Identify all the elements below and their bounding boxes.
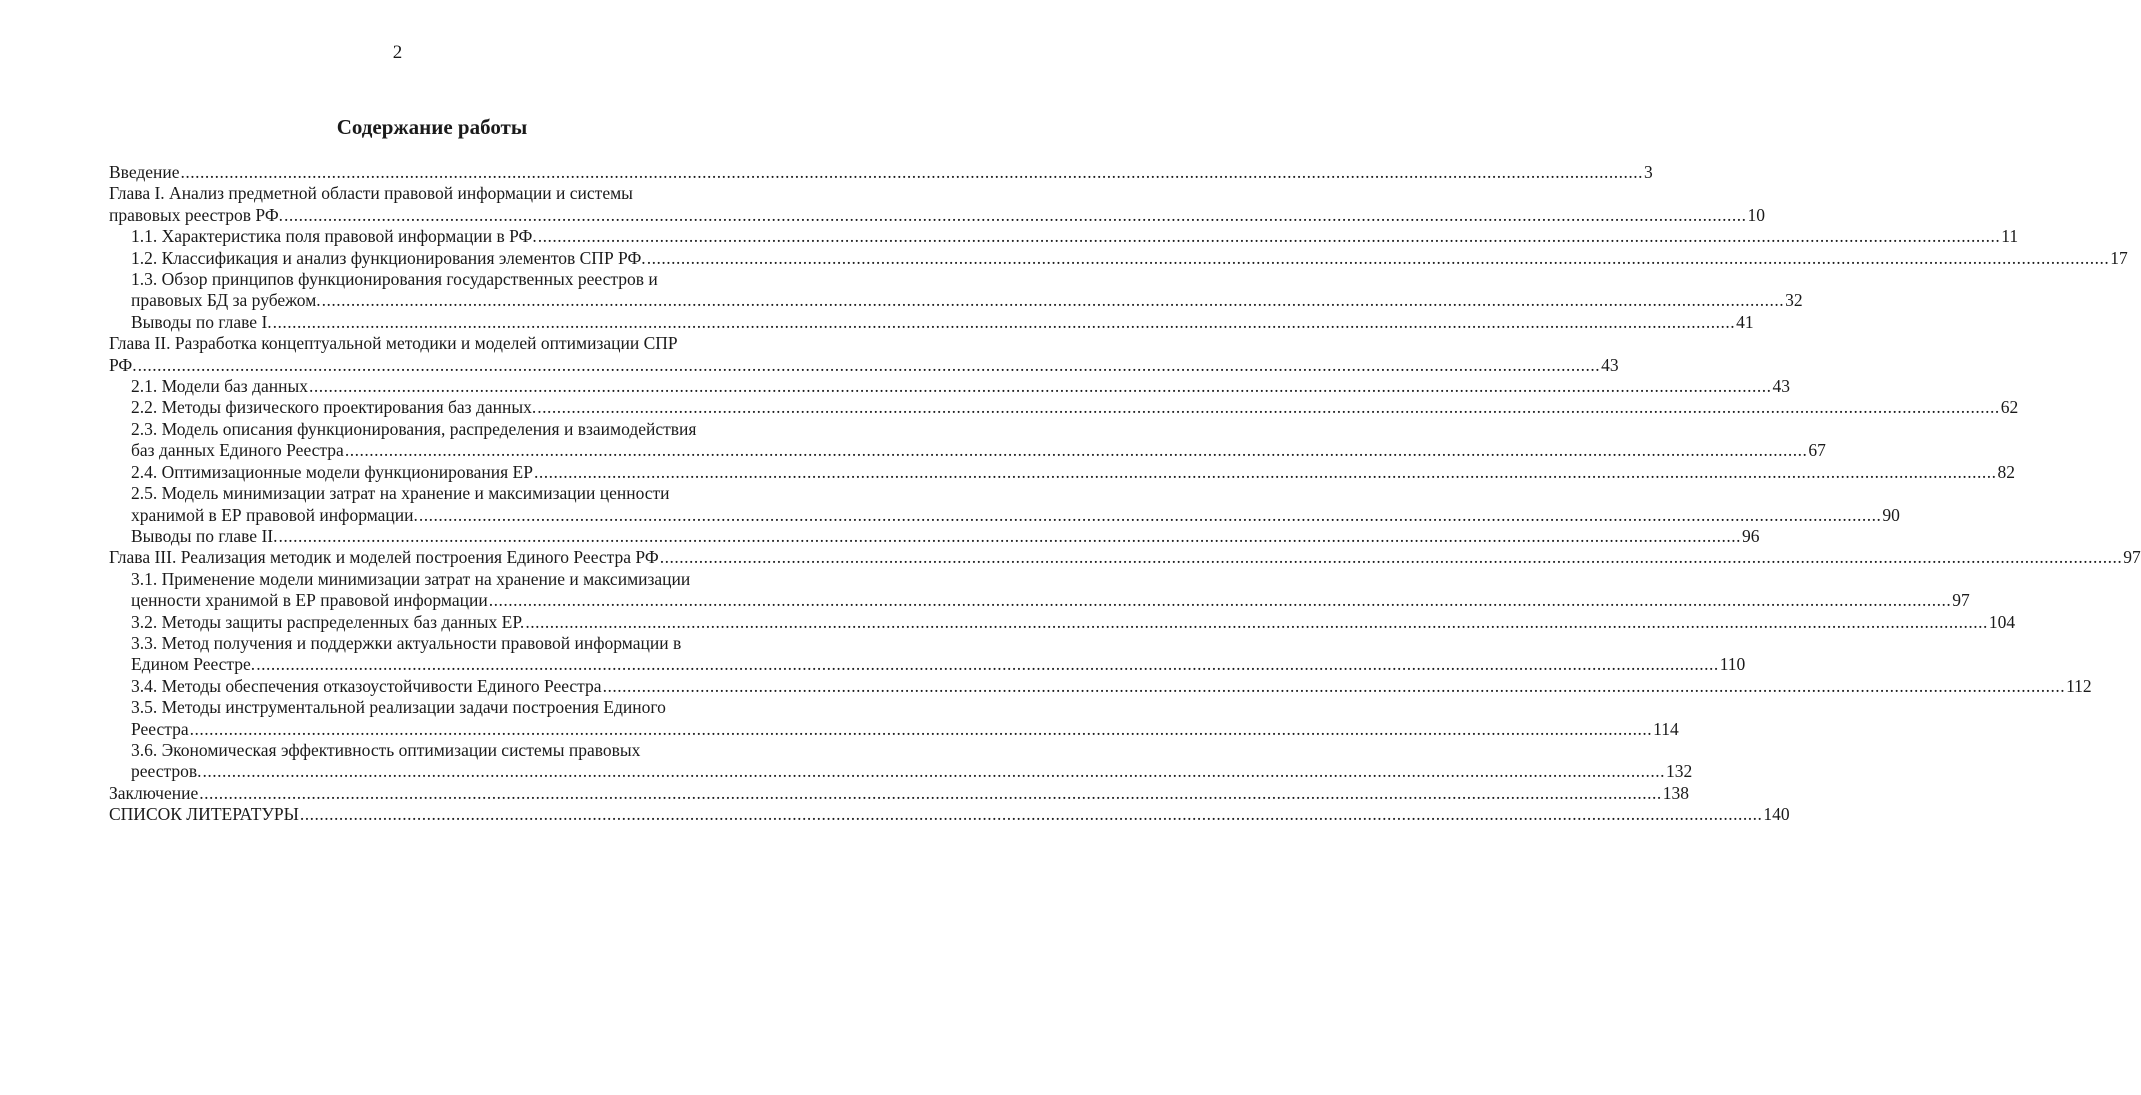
toc-entry-line: хранимой в ЕР правовой информации. xyxy=(131,504,418,525)
toc-entry-line: 3.2. Методы защиты распределенных баз данных ЕР. xyxy=(131,611,525,632)
toc-page-number: 96 xyxy=(1741,525,1760,546)
toc-page-number: 41 xyxy=(1736,311,1754,332)
toc-entry-line: 3.3. Метод получения и поддержки актуальности правовой информации в xyxy=(131,632,682,653)
toc-entry xyxy=(131,525,1760,547)
toc-entry-line: 2.5. Модель минимизации затрат на хранение и максимизации ценности xyxy=(131,483,670,504)
toc-entry xyxy=(131,483,1900,526)
toc-page-number: 82 xyxy=(1997,461,2015,482)
toc-entry-line: Реестра xyxy=(131,718,189,739)
toc-page-number: 110 xyxy=(1719,654,1746,675)
toc-entry xyxy=(131,739,1693,783)
toc-page-number: 43 xyxy=(1772,376,1791,397)
toc-page-number: 3 xyxy=(1644,162,1653,182)
toc-page-number: 10 xyxy=(1747,204,1766,225)
toc-entry-line: ценности хранимой в ЕР правовой информации xyxy=(131,590,488,611)
toc-entry xyxy=(109,183,1766,226)
toc-entry xyxy=(131,697,1679,740)
toc-dot-leader: ............................................................................................................................................................................................................................................................................................................ xyxy=(344,440,1808,461)
toc-entry xyxy=(131,376,1791,397)
toc-entry-line: Глава III. Реализация методик и моделей построения Единого Реестра РФ xyxy=(109,547,659,568)
toc-entry-line: правовых реестров РФ. xyxy=(109,204,284,225)
toc-entry xyxy=(131,269,1803,312)
toc-page-number: 43 xyxy=(1601,354,1619,375)
toc-page-number: 97 xyxy=(1952,590,1970,611)
toc-page-number: 17 xyxy=(2110,247,2128,268)
toc-entry-line: 2.2. Методы физического проектирования баз данных. xyxy=(131,397,537,418)
toc-page-number: 140 xyxy=(1763,804,1790,825)
toc-dot-leader: ............................................................................................................................................................................................................................................................................................................ xyxy=(256,654,1719,675)
toc-entry xyxy=(131,675,2092,697)
toc-dot-leader: ............................................................................................................................................................................................................................................................................................................ xyxy=(537,397,2000,418)
toc-dot-leader: ............................................................................................................................................................................................................................................................................................................ xyxy=(180,162,1644,182)
toc-entry xyxy=(109,162,1653,183)
toc-entry xyxy=(131,461,2015,483)
toc-entry-line: реестров. xyxy=(131,761,202,782)
toc-dot-leader: ............................................................................................................................................................................................................................................................................................................ xyxy=(309,376,1772,397)
toc-entry-line: 2.3. Модель описания функционирования, распределения и взаимодействия xyxy=(131,418,697,439)
toc-entry-line: 3.5. Методы инструментальной реализации задачи построения Единого xyxy=(131,697,666,718)
toc-page-number: 32 xyxy=(1785,290,1803,311)
toc-dot-leader: ............................................................................................................................................................................................................................................................................................................ xyxy=(272,311,1736,332)
toc-entry-line: 1.1. Характеристика поля правовой информации в РФ. xyxy=(131,226,537,247)
toc-entry xyxy=(131,226,2019,247)
toc-entry-line: 1.3. Обзор принципов функционирования государственных реестров и xyxy=(131,269,658,290)
toc-entry-line: Глава I. Анализ предметной области правовой информации и системы xyxy=(109,183,633,204)
toc-entry-line: баз данных Единого Реестра xyxy=(131,440,344,461)
toc-entry xyxy=(131,568,1970,612)
toc-entry xyxy=(109,782,1689,804)
toc-dot-leader: ............................................................................................................................................................................................................................................................................................................ xyxy=(659,547,2123,568)
toc-entry xyxy=(109,547,2141,568)
toc-dot-leader: ............................................................................................................................................................................................................................................................................................................ xyxy=(321,290,1785,311)
toc-entry-line: СПИСОК ЛИТЕРАТУРЫ xyxy=(109,804,299,825)
toc-entry-line: 1.2. Классификация и анализ функционирования элементов СПР РФ. xyxy=(131,247,646,268)
toc-dot-leader: ............................................................................................................................................................................................................................................................................................................ xyxy=(199,782,1662,803)
toc-dot-leader: ............................................................................................................................................................................................................................................................................................................ xyxy=(418,504,1882,525)
toc-entry-line: 3.1. Применение модели минимизации затрат на хранение и максимизации xyxy=(131,568,691,589)
toc-entry-line: 2.1. Модели баз данных xyxy=(131,376,309,397)
page-number: 2 xyxy=(392,42,403,63)
toc-page-number: 132 xyxy=(1666,761,1693,782)
toc-page-number: 104 xyxy=(1988,611,2016,632)
toc-dot-leader: ............................................................................................................................................................................................................................................................................................................ xyxy=(533,461,1997,482)
toc-entry-line: Выводы по главе I. xyxy=(131,311,272,332)
toc-entry-line: Выводы по главе II. xyxy=(131,525,278,546)
table-of-contents xyxy=(109,162,2141,826)
toc-dot-leader: ............................................................................................................................................................................................................................................................................................................ xyxy=(525,611,1988,632)
toc-entry xyxy=(131,311,1754,333)
toc-dot-leader: ............................................................................................................................................................................................................................................................................................................ xyxy=(488,590,1952,611)
toc-entry xyxy=(131,247,2128,269)
toc-dot-leader: ............................................................................................................................................................................................................................................................................................................ xyxy=(202,761,1665,782)
toc-page-number: 112 xyxy=(2066,675,2092,696)
toc-page-number: 11 xyxy=(2001,226,2019,247)
toc-entry-line: Введение xyxy=(109,162,180,182)
toc-entry-line: 3.6. Экономическая эффективность оптимизации системы правовых xyxy=(131,739,641,760)
toc-page-number: 114 xyxy=(1653,718,1679,739)
toc-dot-leader: ............................................................................................................................................................................................................................................................................................................ xyxy=(299,804,1763,825)
toc-entry xyxy=(131,632,1746,676)
page-title: Содержание работы xyxy=(336,115,528,139)
toc-page-number: 62 xyxy=(2000,397,2019,418)
toc-entry-line: 3.4. Методы обеспечения отказоустойчивости Единого Реестра xyxy=(131,675,602,696)
toc-entry-line: Едином Реестре. xyxy=(131,654,256,675)
toc-entry xyxy=(131,418,1826,462)
toc-entry-line: РФ. xyxy=(109,354,137,375)
toc-entry-line: правовых БД за рубежом. xyxy=(131,290,321,311)
toc-dot-leader: ............................................................................................................................................................................................................................................................................................................ xyxy=(602,675,2066,696)
toc-entry xyxy=(109,333,1619,376)
toc-dot-leader: ............................................................................................................................................................................................................................................................................................................ xyxy=(137,354,1601,375)
toc-page-number: 138 xyxy=(1662,782,1689,803)
toc-entry-line: 2.4. Оптимизационные модели функционирования ЕР xyxy=(131,461,533,482)
toc-dot-leader: ............................................................................................................................................................................................................................................................................................................ xyxy=(537,226,2001,247)
toc-page-number: 90 xyxy=(1882,504,1900,525)
toc-dot-leader: ............................................................................................................................................................................................................................................................................................................ xyxy=(189,718,1653,739)
toc-entry-line: Глава II. Разработка концептуальной методики и моделей оптимизации СПР xyxy=(109,333,678,354)
toc-entry xyxy=(109,804,1790,825)
toc-dot-leader: ............................................................................................................................................................................................................................................................................................................ xyxy=(646,247,2110,268)
toc-page-number: 97 xyxy=(2123,547,2141,568)
toc-dot-leader: ............................................................................................................................................................................................................................................................................................................ xyxy=(278,525,1741,546)
toc-dot-leader: ............................................................................................................................................................................................................................................................................................................ xyxy=(284,204,1747,225)
toc-entry xyxy=(131,397,2019,418)
toc-entry-line: Заключение xyxy=(109,782,199,803)
toc-page-number: 67 xyxy=(1808,440,1826,461)
toc-entry xyxy=(131,611,2016,633)
